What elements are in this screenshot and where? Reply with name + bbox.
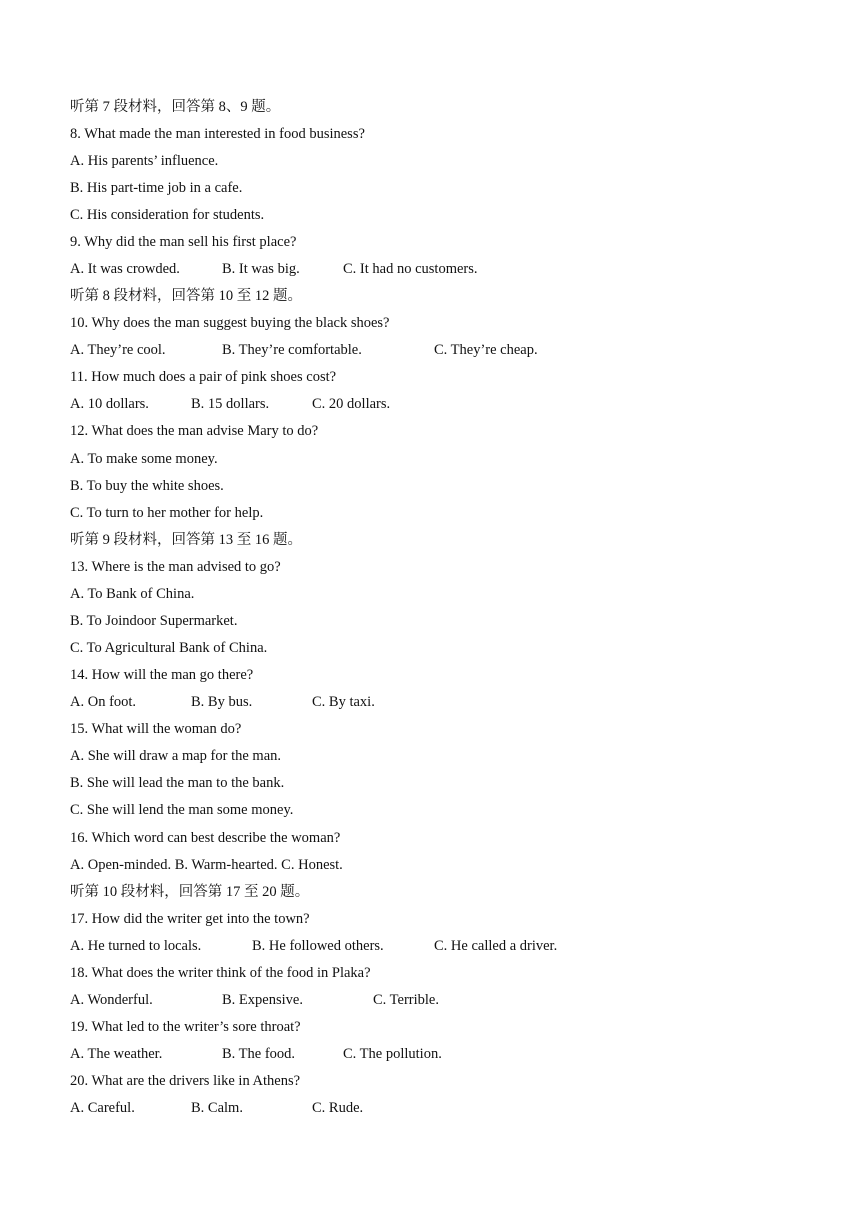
answer-option: B. It was big. bbox=[222, 261, 300, 277]
answer-option: A. Careful. bbox=[70, 1100, 135, 1116]
answer-option: A. They’re cool. bbox=[70, 342, 166, 358]
question-stem: 9. Why did the man sell his first place? bbox=[70, 234, 297, 250]
answer-option: A. On foot. bbox=[70, 694, 137, 710]
options-row bbox=[70, 1043, 770, 1065]
answer-option: B. She will lead the man to the bank. bbox=[70, 775, 285, 791]
answer-option: C. It had no customers. bbox=[343, 261, 478, 277]
answer-option: B. Calm. bbox=[191, 1100, 243, 1116]
answer-option: A. It was crowded. bbox=[70, 261, 180, 277]
question-stem: 14. How will the man go there? bbox=[70, 667, 254, 683]
answer-option: C. 20 dollars. bbox=[312, 396, 391, 412]
answer-option: C. The pollution. bbox=[343, 1046, 442, 1062]
answer-option: A. Wonderful. bbox=[70, 992, 153, 1008]
answer-option: C. To Agricultural Bank of China. bbox=[70, 640, 268, 656]
options-row bbox=[70, 258, 770, 280]
answer-option: A. Open-minded. B. Warm-hearted. C. Honest. bbox=[70, 857, 343, 873]
question-stem: 15. What will the woman do? bbox=[70, 721, 242, 737]
answer-option: A. To make some money. bbox=[70, 451, 218, 467]
answer-option: A. His parents’ influence. bbox=[70, 153, 219, 169]
answer-option: C. His consideration for students. bbox=[70, 207, 265, 223]
answer-option: B. They’re comfortable. bbox=[222, 342, 362, 358]
answer-option: B. 15 dollars. bbox=[191, 396, 270, 412]
options-row bbox=[70, 1097, 770, 1119]
answer-option: C. To turn to her mother for help. bbox=[70, 505, 264, 521]
question-stem: 12. What does the man advise Mary to do? bbox=[70, 423, 319, 439]
options-row bbox=[70, 339, 770, 361]
options-row bbox=[70, 691, 770, 713]
question-stem: 13. Where is the man advised to go? bbox=[70, 559, 281, 575]
section-header: 听第 8 段材料，回答第 10 至 12 题。 bbox=[70, 288, 302, 304]
answer-option: B. He followed others. bbox=[252, 938, 384, 954]
section-header: 听第 10 段材料，回答第 17 至 20 题。 bbox=[70, 884, 310, 900]
answer-option: A. She will draw a map for the man. bbox=[70, 748, 282, 764]
answer-option: C. They’re cheap. bbox=[434, 342, 538, 358]
question-stem: 18. What does the writer think of the food in Plaka? bbox=[70, 965, 371, 981]
answer-option: C. Terrible. bbox=[373, 992, 439, 1008]
answer-option: B. His part-time job in a cafe. bbox=[70, 180, 243, 196]
answer-option: B. By bus. bbox=[191, 694, 253, 710]
options-row bbox=[70, 393, 770, 415]
question-stem: 16. Which word can best describe the woman? bbox=[70, 830, 341, 846]
question-stem: 19. What led to the writer’s sore throat? bbox=[70, 1019, 301, 1035]
options-row bbox=[70, 935, 770, 957]
question-stem: 20. What are the drivers like in Athens? bbox=[70, 1073, 301, 1089]
answer-option: C. He called a driver. bbox=[434, 938, 558, 954]
answer-option: B. The food. bbox=[222, 1046, 296, 1062]
answer-option: B. To Joindoor Supermarket. bbox=[70, 613, 238, 629]
answer-option: A. He turned to locals. bbox=[70, 938, 202, 954]
question-stem: 11. How much does a pair of pink shoes cost? bbox=[70, 369, 337, 385]
answer-option: B. Expensive. bbox=[222, 992, 303, 1008]
section-header: 听第 7 段材料，回答第 8、9 题。 bbox=[70, 99, 281, 115]
question-stem: 10. Why does the man suggest buying the black shoes? bbox=[70, 315, 390, 331]
answer-option: B. To buy the white shoes. bbox=[70, 478, 224, 494]
answer-option: A. 10 dollars. bbox=[70, 396, 149, 412]
answer-option: C. Rude. bbox=[312, 1100, 364, 1116]
answer-option: C. She will lend the man some money. bbox=[70, 802, 294, 818]
answer-option: A. To Bank of China. bbox=[70, 586, 195, 602]
question-stem: 8. What made the man interested in food business? bbox=[70, 126, 365, 142]
section-header: 听第 9 段材料，回答第 13 至 16 题。 bbox=[70, 532, 302, 548]
question-stem: 17. How did the writer get into the town? bbox=[70, 911, 310, 927]
answer-option: A. The weather. bbox=[70, 1046, 163, 1062]
answer-option: C. By taxi. bbox=[312, 694, 375, 710]
options-row bbox=[70, 989, 770, 1011]
